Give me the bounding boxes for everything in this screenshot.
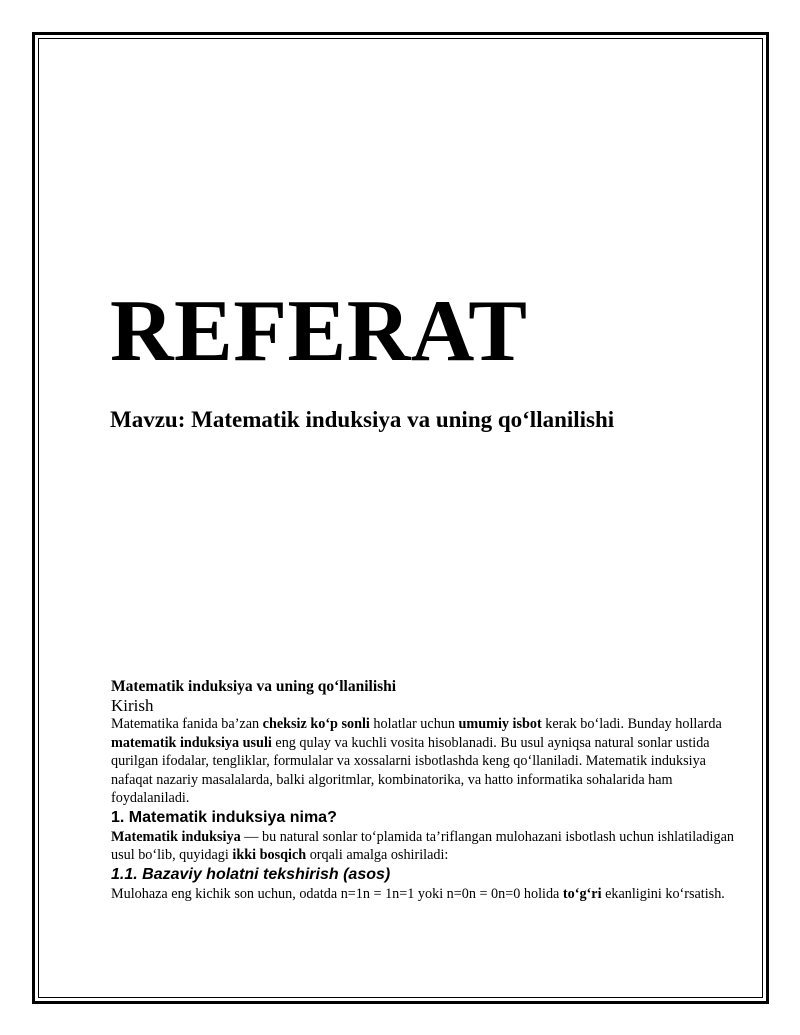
bold-text: ikki bosqich — [232, 847, 307, 863]
intro-heading: Kirish — [111, 696, 154, 715]
text-run: Matematika fanida ba’zan — [111, 716, 263, 732]
document-body — [111, 678, 751, 903]
bold-text: umumiy isbot — [458, 716, 542, 732]
section-1-paragraph — [111, 828, 751, 865]
cover-subtitle: Mavzu: Matematik induksiya va uning qo‘llanilishi — [110, 407, 615, 432]
text-run: — bu natural sonlar to‘plamida ta’riflangan mulohazani isbotlash uchun ishlatiladigan usul bo‘lib, quyidagi — [111, 828, 734, 863]
section-1-1-heading: 1.1. Bazaviy holatni tekshirish (asos) — [111, 865, 391, 883]
text-run: ekanligini ko‘rsatish. — [601, 885, 725, 902]
bold-text: to‘g‘ri — [562, 885, 602, 902]
bold-text: matematik induksiya usuli — [111, 734, 272, 751]
document-heading: Matematik induksiya va uning qo‘llanilishi — [111, 678, 397, 695]
section-1-1-paragraph — [111, 885, 751, 904]
intro-paragraph — [111, 715, 751, 808]
text-run: kerak bo‘ladi. Bunday hollarda — [541, 716, 722, 732]
bold-text: Matematik induksiya — [111, 828, 241, 845]
section-1-heading: 1. Matematik induksiya nima? — [111, 808, 337, 826]
text-run: orqali amalga oshiriladi: — [306, 847, 449, 863]
bold-text: cheksiz ko‘p sonli — [262, 716, 370, 732]
cover-title: REFERAT — [110, 283, 528, 380]
text-run: Mulohaza eng kichik son uchun, odatda n=1n = 1n=1 yoki n=0n = 0n=0 holida — [111, 885, 563, 902]
text-run: eng qulay va kuchli vosita hisoblanadi. Bu usul ayniqsa natural sonlar ustida qurilgan ifodalar, tengliklar, formulalar va xossalarni isbotlashda keng qo‘llaniladi. Matematik induksiya nafaqat nazariy masalalarda, balki algoritmlar, kombinatorika, va hatto informatika sohalarida ham foydalaniladi. — [111, 734, 710, 806]
text-run: holatlar uchun — [369, 716, 459, 732]
